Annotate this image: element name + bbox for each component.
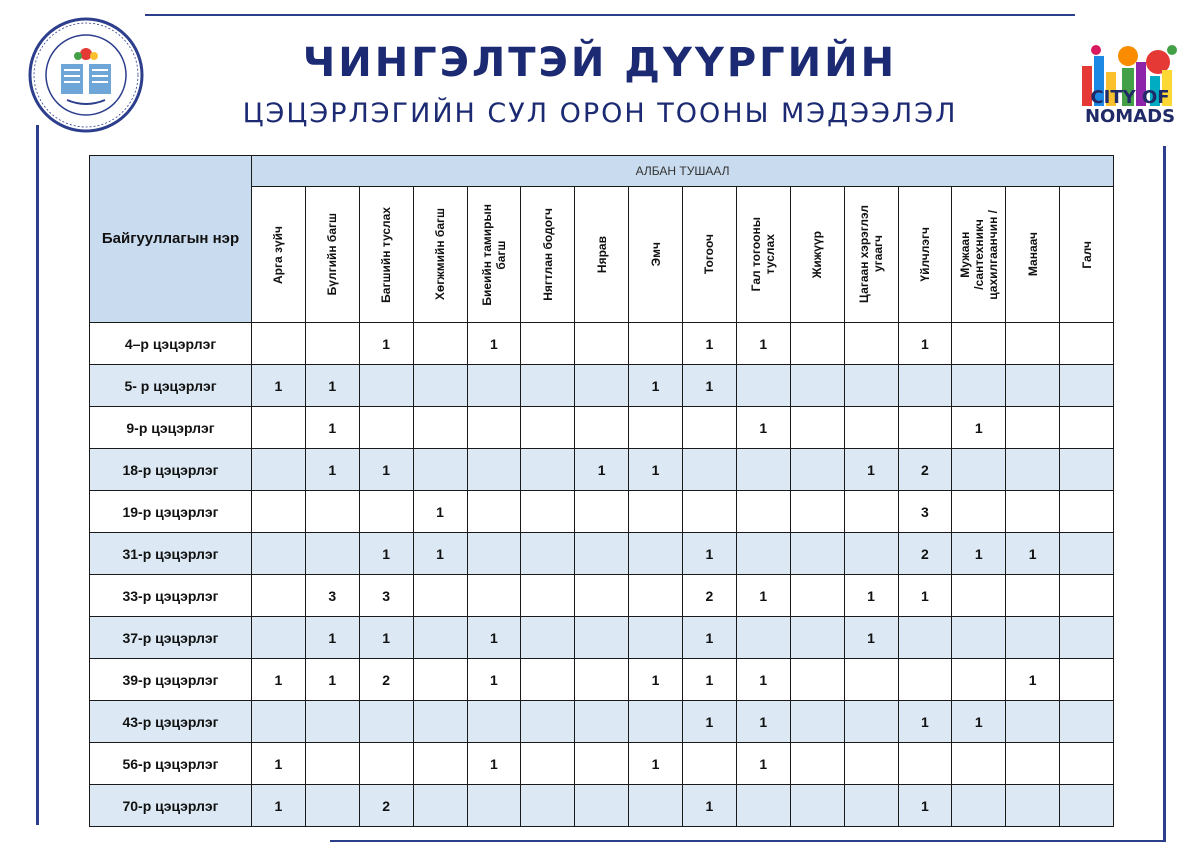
vacancy-count-cell: 1 — [898, 323, 952, 365]
vacancy-count-cell — [575, 617, 629, 659]
vacancy-count-cell — [305, 323, 359, 365]
org-name-header: Байгууллагын нэр — [90, 156, 252, 323]
city-logo-line1: CITY OF — [1090, 87, 1170, 108]
vacancy-count-cell: 1 — [683, 617, 737, 659]
table-row — [90, 743, 1114, 785]
table-row — [90, 617, 1114, 659]
position-header — [1060, 187, 1114, 323]
vacancy-count-cell — [467, 407, 521, 449]
vacancy-count-cell — [1060, 323, 1114, 365]
vacancy-count-cell — [629, 575, 683, 617]
vacancy-count-cell — [1060, 533, 1114, 575]
vacancy-count-cell — [413, 449, 467, 491]
vacancy-count-cell — [305, 785, 359, 827]
vacancy-count-cell — [413, 617, 467, 659]
vacancy-count-cell — [521, 743, 575, 785]
vacancy-count-cell — [575, 575, 629, 617]
vacancy-count-cell — [521, 407, 575, 449]
table-row — [90, 491, 1114, 533]
vacancy-count-cell: 1 — [359, 533, 413, 575]
vacancy-count-cell — [1060, 449, 1114, 491]
vacancy-count-cell: 1 — [683, 533, 737, 575]
vacancy-count-cell — [521, 659, 575, 701]
vacancy-count-cell — [629, 491, 683, 533]
position-header-label: Цагаан хэрэглэл угаагч — [857, 205, 886, 304]
vacancy-count-cell — [467, 575, 521, 617]
position-header — [575, 187, 629, 323]
table-row — [90, 659, 1114, 701]
vacancy-count-cell — [844, 323, 898, 365]
table-row — [90, 407, 1114, 449]
vacancy-count-cell — [844, 533, 898, 575]
vacancy-count-cell — [790, 449, 844, 491]
vacancy-count-cell — [952, 575, 1006, 617]
position-header-label: Арга зүйч — [271, 225, 286, 284]
vacancy-count-cell — [790, 575, 844, 617]
vacancy-count-cell: 1 — [736, 575, 790, 617]
vacancy-count-cell — [790, 365, 844, 407]
vacancy-count-cell — [898, 659, 952, 701]
vacancy-count-cell — [413, 701, 467, 743]
vacancy-count-cell — [575, 785, 629, 827]
vacancy-count-cell — [521, 785, 575, 827]
vacancy-count-cell — [1060, 575, 1114, 617]
position-header-label: Үйлчлэгч — [917, 227, 932, 282]
vacancy-count-cell — [683, 743, 737, 785]
kindergarten-name: 37-р цэцэрлэг — [90, 617, 252, 659]
vacancy-count-cell — [844, 743, 898, 785]
vacancy-count-cell: 2 — [898, 449, 952, 491]
vacancy-count-cell — [844, 365, 898, 407]
vacancy-count-cell: 1 — [413, 491, 467, 533]
vacancy-count-cell — [1006, 449, 1060, 491]
vacancy-count-cell: 1 — [683, 785, 737, 827]
kindergarten-name: 18-р цэцэрлэг — [90, 449, 252, 491]
vacancy-count-cell — [844, 491, 898, 533]
kindergarten-name: 43-р цэцэрлэг — [90, 701, 252, 743]
vacancy-count-cell: 1 — [952, 407, 1006, 449]
position-header-label: Гал тогооны туслах — [749, 217, 778, 292]
vacancy-count-cell — [575, 407, 629, 449]
vacancy-count-cell — [252, 575, 306, 617]
vacancy-count-cell — [575, 743, 629, 785]
vacancy-count-cell — [736, 617, 790, 659]
vacancy-count-cell — [413, 365, 467, 407]
vacancy-count-cell — [521, 575, 575, 617]
position-header-label: Нягтлан бодогч — [540, 208, 555, 301]
vacancy-count-cell — [790, 617, 844, 659]
vacancy-count-cell — [1006, 743, 1060, 785]
kindergarten-name: 70-р цэцэрлэг — [90, 785, 252, 827]
vacancy-count-cell — [305, 533, 359, 575]
vacancy-count-cell — [952, 323, 1006, 365]
vacancy-count-cell: 1 — [629, 449, 683, 491]
position-group-header: АЛБАН ТУШААЛ — [252, 156, 1114, 187]
position-header — [413, 187, 467, 323]
position-header — [1006, 187, 1060, 323]
table-row — [90, 575, 1114, 617]
page-subtitle: ЦЭЦЭРЛЭГИЙН СУЛ ОРОН ТООНЫ МЭДЭЭЛЭЛ — [242, 98, 958, 129]
vacancy-count-cell: 1 — [629, 743, 683, 785]
vacancy-count-cell — [359, 743, 413, 785]
vacancy-count-cell: 1 — [467, 659, 521, 701]
position-header-label: Жижүүр — [810, 230, 825, 279]
position-header-label: Тогооч — [702, 234, 717, 275]
vacancy-count-cell — [683, 407, 737, 449]
vacancy-count-cell: 1 — [467, 323, 521, 365]
vacancy-count-cell: 1 — [898, 575, 952, 617]
vacancy-count-cell — [252, 617, 306, 659]
kindergarten-name: 56-р цэцэрлэг — [90, 743, 252, 785]
vacancy-count-cell — [683, 491, 737, 533]
vacancy-count-cell — [467, 491, 521, 533]
vacancy-count-cell — [952, 617, 1006, 659]
vacancy-count-cell — [736, 533, 790, 575]
position-header — [467, 187, 521, 323]
vacancy-count-cell: 1 — [359, 617, 413, 659]
vacancy-count-cell — [1060, 491, 1114, 533]
vacancy-count-cell: 2 — [359, 659, 413, 701]
position-header — [844, 187, 898, 323]
vacancy-count-cell — [790, 491, 844, 533]
vacancy-count-cell — [1060, 701, 1114, 743]
vacancy-count-cell — [467, 533, 521, 575]
vacancy-count-cell: 1 — [736, 323, 790, 365]
kindergarten-name: 4–р цэцэрлэг — [90, 323, 252, 365]
vacancy-count-cell: 1 — [305, 365, 359, 407]
vacancy-count-cell — [359, 407, 413, 449]
vacancy-count-cell — [1006, 785, 1060, 827]
vacancy-count-cell — [467, 701, 521, 743]
vacancy-count-cell — [952, 743, 1006, 785]
vacancy-count-cell — [1060, 659, 1114, 701]
frame-bottom-line — [330, 840, 1165, 842]
vacancy-count-cell: 2 — [898, 533, 952, 575]
kindergarten-name: 39-р цэцэрлэг — [90, 659, 252, 701]
vacancy-count-cell — [521, 449, 575, 491]
vacancy-count-cell — [252, 533, 306, 575]
vacancy-count-cell: 1 — [683, 701, 737, 743]
vacancy-count-cell — [575, 323, 629, 365]
position-header — [521, 187, 575, 323]
vacancy-count-cell — [521, 533, 575, 575]
vacancy-count-cell — [521, 365, 575, 407]
vacancy-count-cell — [952, 785, 1006, 827]
vacancy-count-cell — [467, 785, 521, 827]
table-row — [90, 533, 1114, 575]
vacancy-count-cell: 1 — [413, 533, 467, 575]
vacancy-count-cell — [467, 449, 521, 491]
vacancy-count-cell: 1 — [844, 617, 898, 659]
kindergarten-name: 5- р цэцэрлэг — [90, 365, 252, 407]
vacancy-count-cell: 1 — [359, 449, 413, 491]
vacancy-count-cell: 1 — [844, 575, 898, 617]
vacancy-count-cell — [790, 785, 844, 827]
vacancy-count-cell — [575, 701, 629, 743]
vacancy-count-cell: 1 — [467, 617, 521, 659]
vacancy-count-cell — [1006, 617, 1060, 659]
position-header — [898, 187, 952, 323]
position-header — [736, 187, 790, 323]
vacancy-count-cell — [952, 449, 1006, 491]
vacancy-count-cell: 1 — [952, 701, 1006, 743]
vacancy-count-cell — [952, 491, 1006, 533]
page-title: ЧИНГЭЛТЭЙ ДҮҮРГИЙН — [302, 40, 898, 86]
vacancy-count-cell — [790, 323, 844, 365]
vacancy-count-cell: 1 — [898, 785, 952, 827]
vacancy-count-cell — [1060, 743, 1114, 785]
vacancy-count-cell — [521, 701, 575, 743]
vacancy-count-cell — [1006, 365, 1060, 407]
vacancy-count-cell — [898, 617, 952, 659]
position-header-label: Галч — [1079, 240, 1094, 269]
vacancy-count-cell: 1 — [305, 407, 359, 449]
position-header — [790, 187, 844, 323]
vacancy-count-cell — [790, 659, 844, 701]
vacancy-count-cell: 2 — [359, 785, 413, 827]
vacancy-count-cell — [521, 617, 575, 659]
vacancy-count-cell: 1 — [305, 617, 359, 659]
vacancy-count-cell — [252, 449, 306, 491]
vacancy-count-cell — [736, 785, 790, 827]
vacancy-count-cell — [252, 701, 306, 743]
vacancy-count-cell: 1 — [1006, 659, 1060, 701]
vacancy-count-cell: 3 — [898, 491, 952, 533]
vacancy-count-cell — [629, 785, 683, 827]
vacancy-count-cell: 1 — [305, 659, 359, 701]
vacancy-count-cell: 2 — [683, 575, 737, 617]
vacancy-count-cell — [1060, 617, 1114, 659]
vacancy-count-cell — [683, 449, 737, 491]
vacancy-count-cell — [521, 323, 575, 365]
vacancy-count-cell — [305, 743, 359, 785]
vacancy-count-cell — [252, 407, 306, 449]
vacancy-count-cell — [629, 407, 683, 449]
vacancy-count-cell: 1 — [683, 365, 737, 407]
vacancy-count-cell: 1 — [952, 533, 1006, 575]
vacancy-count-cell — [898, 743, 952, 785]
vacancy-count-cell — [629, 323, 683, 365]
table-row — [90, 449, 1114, 491]
vacancy-count-cell — [790, 743, 844, 785]
kindergarten-name: 9-р цэцэрлэг — [90, 407, 252, 449]
position-header — [305, 187, 359, 323]
position-header-label: Манаач — [1025, 232, 1040, 277]
vacancy-count-cell: 1 — [252, 785, 306, 827]
vacancy-count-cell — [629, 617, 683, 659]
table-body — [90, 323, 1114, 827]
vacancy-count-cell — [252, 491, 306, 533]
position-header-label: Хөгжмийн багш — [433, 208, 448, 301]
position-header — [629, 187, 683, 323]
vacancy-count-cell — [413, 785, 467, 827]
vacancy-count-cell: 1 — [575, 449, 629, 491]
vacancy-count-cell — [952, 365, 1006, 407]
vacancy-count-cell — [413, 743, 467, 785]
vacancy-count-cell: 1 — [467, 743, 521, 785]
table-row — [90, 785, 1114, 827]
vacancy-count-cell — [844, 407, 898, 449]
position-header-label: Эмч — [648, 242, 663, 267]
vacancy-count-cell — [359, 701, 413, 743]
vacancy-count-cell: 1 — [252, 365, 306, 407]
vacancy-count-cell — [521, 491, 575, 533]
position-header — [359, 187, 413, 323]
vacancy-count-cell — [413, 659, 467, 701]
vacancy-count-cell: 1 — [736, 701, 790, 743]
vacancy-count-cell: 1 — [629, 659, 683, 701]
kindergarten-name: 33-р цэцэрлэг — [90, 575, 252, 617]
vacancy-count-cell — [413, 323, 467, 365]
vacancy-count-cell: 3 — [305, 575, 359, 617]
vacancy-count-cell — [359, 365, 413, 407]
vacancy-count-cell — [1006, 491, 1060, 533]
vacancy-count-cell — [413, 575, 467, 617]
position-header-label: Биеийн тамирын багш — [479, 203, 508, 306]
vacancy-count-cell — [736, 491, 790, 533]
vacancy-count-cell — [736, 365, 790, 407]
vacancy-count-cell — [629, 701, 683, 743]
vacancy-count-cell: 1 — [898, 701, 952, 743]
vacancy-count-cell — [844, 785, 898, 827]
frame-right-line — [1163, 146, 1166, 842]
vacancy-count-cell — [1006, 701, 1060, 743]
city-of-nomads-wordmark — [1074, 88, 1186, 126]
position-header-label: Мужаан /сантехникч цахилгаанчин / — [957, 209, 1000, 300]
vacancy-count-cell: 1 — [629, 365, 683, 407]
position-header-label: Нярав — [594, 235, 609, 274]
vacancy-count-cell: 1 — [1006, 533, 1060, 575]
vacancy-count-cell — [790, 533, 844, 575]
vacancy-count-cell — [467, 365, 521, 407]
vacancy-count-cell: 1 — [305, 449, 359, 491]
vacancy-count-cell — [844, 659, 898, 701]
kindergarten-name: 19-р цэцэрлэг — [90, 491, 252, 533]
vacancy-count-cell — [736, 449, 790, 491]
vacancy-count-cell — [898, 365, 952, 407]
vacancy-count-cell — [790, 701, 844, 743]
position-header — [952, 187, 1006, 323]
vacancy-count-cell: 3 — [359, 575, 413, 617]
vacancy-count-cell: 1 — [359, 323, 413, 365]
vacancy-count-cell — [1006, 407, 1060, 449]
vacancy-count-cell: 1 — [252, 743, 306, 785]
vacancy-count-cell — [359, 491, 413, 533]
frame-top-line — [145, 14, 1075, 16]
vacancy-count-cell — [629, 533, 683, 575]
vacancy-count-cell — [575, 659, 629, 701]
vacancy-count-cell: 1 — [683, 323, 737, 365]
vacancy-count-cell — [575, 533, 629, 575]
city-logo-line2: NOMADS — [1084, 106, 1176, 127]
vacancy-count-cell — [1060, 365, 1114, 407]
education-department-logo — [27, 16, 145, 134]
vacancy-count-cell — [898, 407, 952, 449]
vacancy-count-cell — [844, 701, 898, 743]
vacancy-count-cell — [305, 491, 359, 533]
vacancy-count-cell: 1 — [736, 659, 790, 701]
vacancy-count-cell — [305, 701, 359, 743]
vacancy-count-cell — [413, 407, 467, 449]
kindergarten-name: 31-р цэцэрлэг — [90, 533, 252, 575]
vacancy-count-cell — [1060, 407, 1114, 449]
vacancy-count-cell: 1 — [252, 659, 306, 701]
vacancy-table — [89, 155, 1114, 827]
vacancy-count-cell — [1060, 785, 1114, 827]
position-header-label: Бүлгийн багш — [325, 213, 340, 296]
position-header-label: Багшийн туслах — [379, 206, 394, 303]
vacancy-count-cell: 1 — [683, 659, 737, 701]
vacancy-count-cell — [1006, 323, 1060, 365]
vacancy-count-cell — [575, 491, 629, 533]
vacancy-count-cell: 1 — [844, 449, 898, 491]
vacancy-count-cell — [252, 323, 306, 365]
table-row — [90, 323, 1114, 365]
frame-left-line — [36, 125, 39, 825]
vacancy-count-cell: 1 — [736, 407, 790, 449]
table-row — [90, 701, 1114, 743]
vacancy-count-cell: 1 — [736, 743, 790, 785]
vacancy-count-cell — [575, 365, 629, 407]
position-header — [252, 187, 306, 323]
vacancy-count-cell — [952, 659, 1006, 701]
position-header — [683, 187, 737, 323]
vacancy-count-cell — [790, 407, 844, 449]
table-row — [90, 365, 1114, 407]
vacancy-count-cell — [1006, 575, 1060, 617]
